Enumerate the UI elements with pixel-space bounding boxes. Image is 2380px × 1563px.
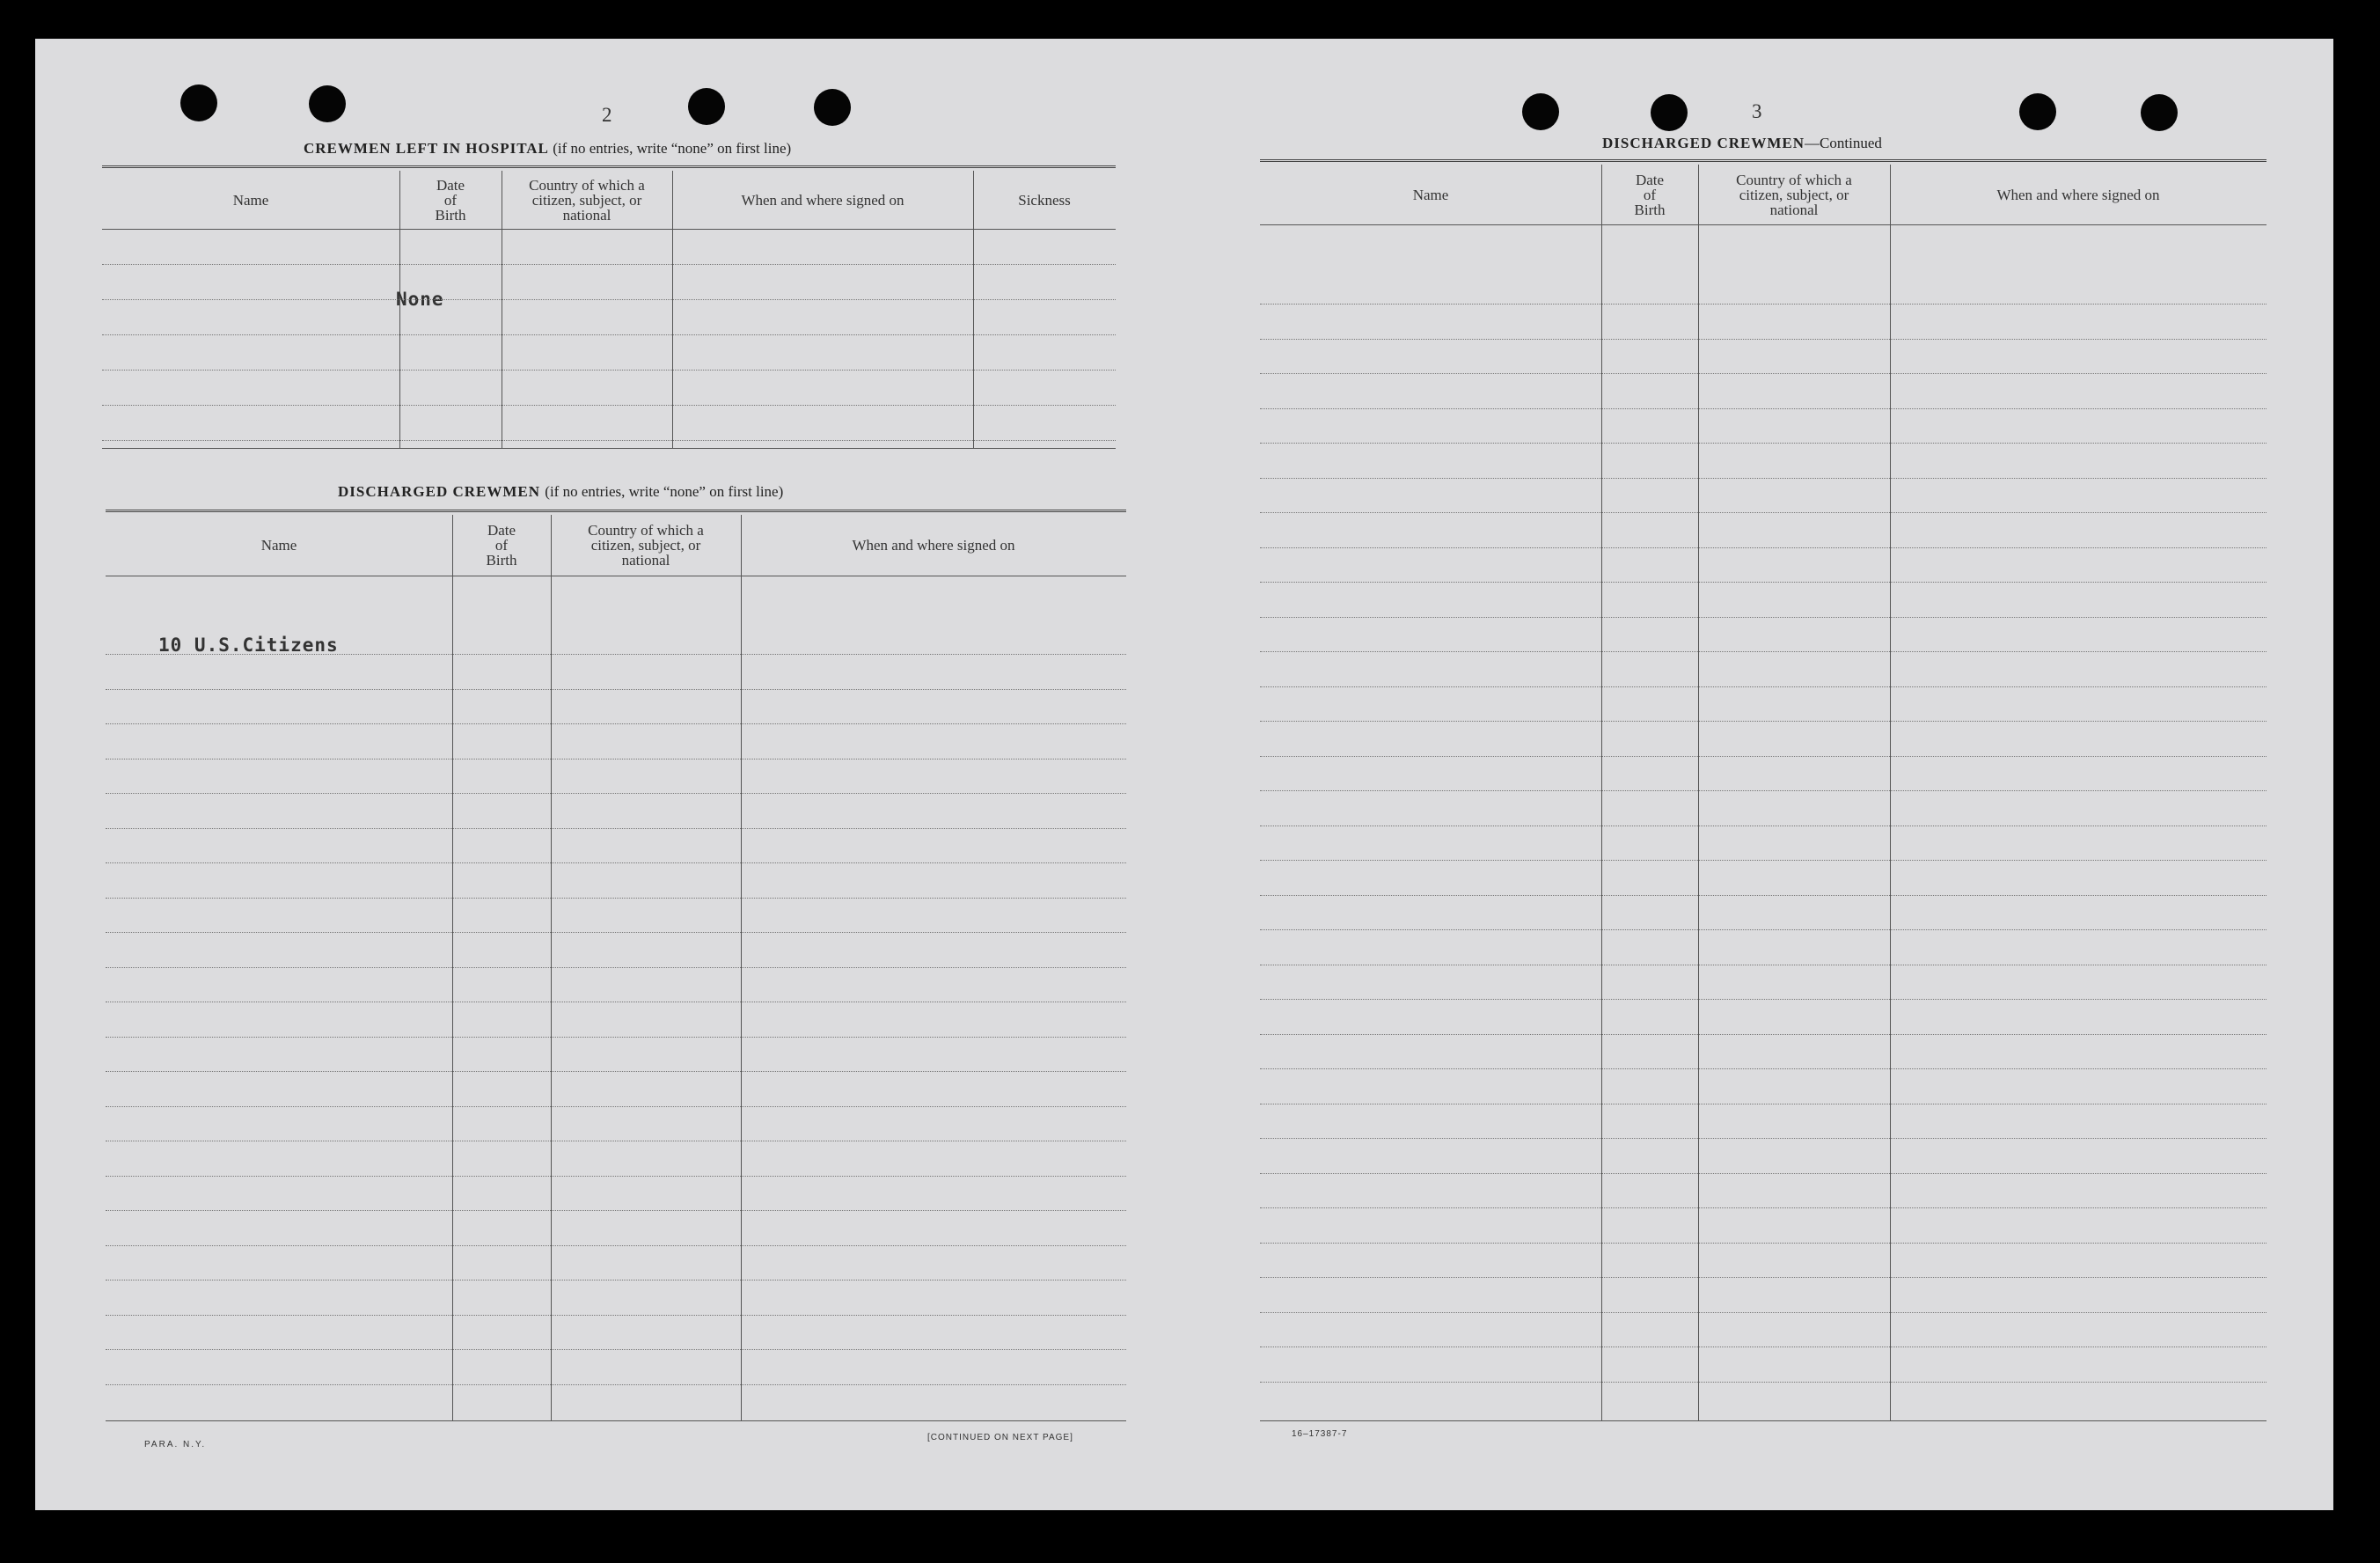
ruled-line [106,1037,1126,1038]
ruled-line [106,1349,1126,1350]
punch-hole [309,85,346,122]
footer-continued: [CONTINUED ON NEXT PAGE] [927,1433,1073,1442]
ruled-line [102,299,1116,300]
ruled-line [1260,929,2266,930]
header-sickness: Sickness [1018,191,1071,209]
discharged-table [106,510,1126,1421]
punch-hole [2019,93,2056,130]
header-when-where: When and where signed on [852,537,1015,554]
punch-hole [2141,94,2178,131]
ruled-line [1260,999,2266,1000]
ruled-line [1260,860,2266,861]
header-rule [1260,224,2266,225]
page-number-left: 2 [602,104,612,126]
ruled-line [1260,617,2266,618]
header-name: Name [260,537,297,554]
header-when-where: When and where signed on [741,191,904,209]
ruled-line [1260,756,2266,757]
column-divider [1890,165,1891,1421]
ruled-line [106,1384,1126,1385]
header-country: Country of which a citizen, subject, or national [588,522,704,569]
ruled-line [1260,1173,2266,1174]
punch-hole [180,84,217,121]
hospital-table [102,165,1116,449]
ruled-line [106,1176,1126,1177]
discharged-continued-title: DISCHARGED CREWMEN—Continued [1602,135,1882,151]
header-country: Country of which a citizen, subject, or national [529,176,645,224]
ruled-line [106,654,1126,655]
table-bottom-rule [1260,1420,2266,1421]
header-dob: Date of Birth [435,176,466,224]
ruled-line [102,370,1116,371]
ruled-line [1260,1034,2266,1035]
header-country: Country of which a citizen, subject, or national [1736,171,1852,218]
ruled-line [106,967,1126,968]
hospital-entry-none: None [396,289,444,310]
column-divider [1601,165,1602,1421]
ruled-line [1260,408,2266,409]
ruled-line [1260,512,2266,513]
page-number-right: 3 [1752,100,1762,122]
table-bottom-rule [106,1420,1126,1421]
ruled-line [1260,478,2266,479]
punch-hole [814,89,851,126]
ruled-line [1260,686,2266,687]
punch-hole [1651,94,1688,131]
ruled-line [1260,1138,2266,1139]
ruled-line [1260,895,2266,896]
header-when-where: When and where signed on [1996,186,2160,203]
punch-hole [688,88,725,125]
discharged-section-title: DISCHARGED CREWMEN (if no entries, write “none” on first line) [338,483,784,500]
column-divider [741,515,742,1421]
discharged-continued-table [1260,159,2266,1421]
ruled-line [1260,1068,2266,1069]
ruled-line [106,898,1126,899]
header-dob: Date of Birth [486,522,517,569]
ruled-line [106,689,1126,690]
ruled-line [1260,1243,2266,1244]
ruled-line [106,1106,1126,1107]
ruled-line [1260,1312,2266,1313]
ruled-line [102,334,1116,335]
ruled-line [1260,547,2266,548]
ruled-line [106,723,1126,724]
table-bottom-rule [102,448,1116,449]
ruled-line [106,793,1126,794]
ruled-line [1260,651,2266,652]
column-divider [551,515,552,1421]
ruled-line [1260,1277,2266,1278]
header-dob: Date of Birth [1634,171,1666,218]
ruled-line [102,264,1116,265]
ruled-line [1260,790,2266,791]
ruled-line [102,405,1116,406]
ruled-line [1260,443,2266,444]
ruled-line [1260,721,2266,722]
ruled-line [1260,373,2266,374]
footer-form-number: 16–17387-7 [1292,1429,1348,1439]
ruled-line [1260,339,2266,340]
ruled-line [1260,1207,2266,1208]
ruled-line [106,932,1126,933]
header-name: Name [232,191,269,209]
header-name: Name [1412,186,1449,203]
footer-printer: PARA. N.Y. [144,1440,207,1449]
ruled-line [106,1245,1126,1246]
column-divider [452,515,453,1421]
ruled-line [106,1210,1126,1211]
ruled-line [1260,582,2266,583]
ruled-line [106,862,1126,863]
ruled-line [106,1071,1126,1072]
punch-hole [1522,93,1559,130]
column-divider [1698,165,1699,1421]
ruled-line [106,1315,1126,1316]
ruled-line [1260,1382,2266,1383]
discharged-entry: 10 U.S.Citizens [158,635,339,656]
ruled-line [102,440,1116,441]
hospital-section-title: CREWMEN LEFT IN HOSPITAL (if no entries, write “none” on first line) [304,140,792,157]
ruled-line [1260,304,2266,305]
ruled-line [106,828,1126,829]
header-rule [102,229,1116,230]
form-sheet [35,39,2333,1510]
